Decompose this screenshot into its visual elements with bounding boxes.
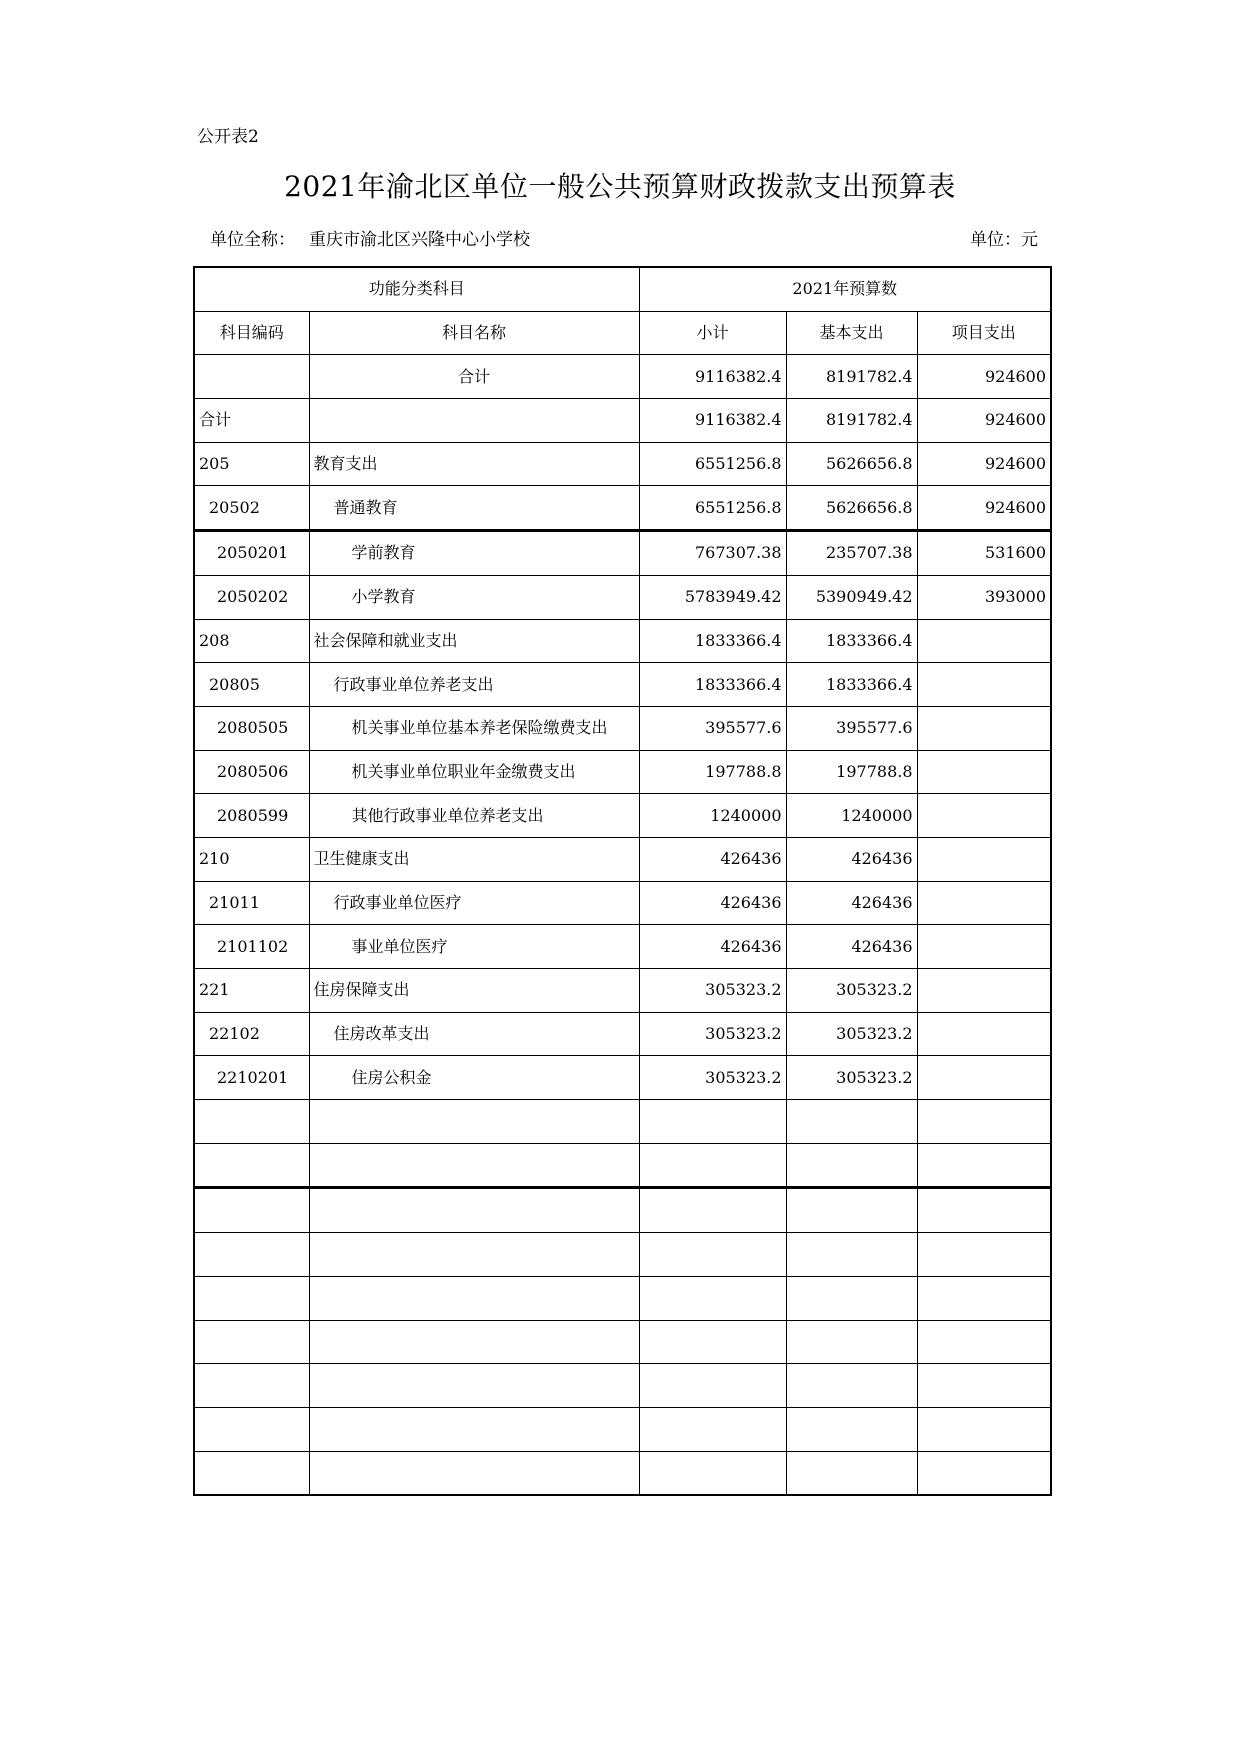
table-row <box>194 663 1051 707</box>
row-basic: 5626656.8 <box>786 486 917 531</box>
empty-cell <box>786 1364 917 1408</box>
empty-row <box>194 1276 1051 1320</box>
empty-cell <box>639 1407 786 1451</box>
row-basic: 235707.38 <box>786 531 917 576</box>
empty-cell <box>786 1233 917 1277</box>
empty-cell <box>639 1276 786 1320</box>
col-header-basic: 基本支出 <box>786 311 917 355</box>
empty-cell <box>194 1188 309 1233</box>
row-project <box>917 794 1051 838</box>
row-name: 其他行政事业单位养老支出 <box>309 794 639 838</box>
row-code: 2210201 <box>194 1056 309 1100</box>
row-project <box>917 750 1051 794</box>
empty-cell <box>786 1143 917 1188</box>
row-subtotal: 305323.2 <box>639 969 786 1013</box>
empty-row <box>194 1364 1051 1408</box>
row-project: 924600 <box>917 442 1051 486</box>
empty-cell <box>917 1451 1051 1495</box>
row-project <box>917 1012 1051 1056</box>
row-basic: 305323.2 <box>786 1012 917 1056</box>
empty-cell <box>786 1188 917 1233</box>
row-code: 21011 <box>194 881 309 925</box>
grand-total-project: 924600 <box>917 355 1051 399</box>
table-row <box>194 925 1051 969</box>
empty-row <box>194 1320 1051 1364</box>
col-header-subtotal: 小计 <box>639 311 786 355</box>
col-header-name: 科目名称 <box>309 311 639 355</box>
grand-total-row <box>194 355 1051 399</box>
grand-total-subtotal: 9116382.4 <box>639 355 786 399</box>
row-name: 机关事业单位职业年金缴费支出 <box>309 750 639 794</box>
empty-cell <box>917 1188 1051 1233</box>
table-row <box>194 881 1051 925</box>
row-basic: 426436 <box>786 925 917 969</box>
col-header-project: 项目支出 <box>917 311 1051 355</box>
row-subtotal: 5783949.42 <box>639 575 786 619</box>
row-name: 普通教育 <box>309 486 639 531</box>
row-project: 924600 <box>917 486 1051 531</box>
empty-cell <box>639 1188 786 1233</box>
row-project <box>917 837 1051 881</box>
row-code: 221 <box>194 969 309 1013</box>
table-row <box>194 531 1051 576</box>
empty-row <box>194 1188 1051 1233</box>
row-subtotal: 1833366.4 <box>639 663 786 707</box>
empty-cell <box>309 1143 639 1188</box>
row-name: 机关事业单位基本养老保险缴费支出 <box>309 706 639 750</box>
table-row <box>194 1012 1051 1056</box>
empty-cell <box>309 1407 639 1451</box>
empty-cell <box>786 1100 917 1144</box>
empty-row <box>194 1143 1051 1188</box>
currency-unit: 单位：元 <box>970 230 1038 250</box>
row-subtotal: 1833366.4 <box>639 619 786 663</box>
empty-cell <box>917 1276 1051 1320</box>
row-project <box>917 619 1051 663</box>
empty-cell <box>309 1320 639 1364</box>
row-code: 208 <box>194 619 309 663</box>
col-header-code: 科目编码 <box>194 311 309 355</box>
row-basic: 1240000 <box>786 794 917 838</box>
empty-cell <box>786 1407 917 1451</box>
row-project: 924600 <box>917 399 1051 443</box>
row-name: 住房保障支出 <box>309 969 639 1013</box>
row-basic: 395577.6 <box>786 706 917 750</box>
row-basic: 197788.8 <box>786 750 917 794</box>
table-row <box>194 442 1051 486</box>
row-subtotal: 6551256.8 <box>639 486 786 531</box>
empty-cell <box>194 1100 309 1144</box>
row-code: 210 <box>194 837 309 881</box>
empty-cell <box>639 1100 786 1144</box>
empty-cell <box>917 1100 1051 1144</box>
row-basic: 5626656.8 <box>786 442 917 486</box>
row-subtotal: 1240000 <box>639 794 786 838</box>
empty-cell <box>194 1320 309 1364</box>
empty-cell <box>639 1451 786 1495</box>
row-code: 合计 <box>194 399 309 443</box>
empty-cell <box>309 1188 639 1233</box>
row-subtotal: 305323.2 <box>639 1056 786 1100</box>
row-project <box>917 706 1051 750</box>
empty-cell <box>917 1233 1051 1277</box>
empty-cell <box>194 1143 309 1188</box>
table-row <box>194 969 1051 1013</box>
empty-cell <box>639 1233 786 1277</box>
row-name: 事业单位医疗 <box>309 925 639 969</box>
empty-cell <box>917 1143 1051 1188</box>
empty-cell <box>194 1233 309 1277</box>
row-name: 住房改革支出 <box>309 1012 639 1056</box>
row-code: 2050201 <box>194 531 309 576</box>
row-code: 2080506 <box>194 750 309 794</box>
row-name: 学前教育 <box>309 531 639 576</box>
table-row <box>194 619 1051 663</box>
row-subtotal: 426436 <box>639 881 786 925</box>
row-name: 小学教育 <box>309 575 639 619</box>
row-subtotal: 767307.38 <box>639 531 786 576</box>
empty-cell <box>917 1407 1051 1451</box>
empty-row <box>194 1407 1051 1451</box>
row-subtotal: 6551256.8 <box>639 442 786 486</box>
row-subtotal: 197788.8 <box>639 750 786 794</box>
row-code: 2050202 <box>194 575 309 619</box>
unit-name: 重庆市渝北区兴隆中心小学校 <box>309 230 530 250</box>
row-project: 393000 <box>917 575 1051 619</box>
row-code: 22102 <box>194 1012 309 1056</box>
empty-cell <box>194 1364 309 1408</box>
row-basic: 305323.2 <box>786 1056 917 1100</box>
table-row <box>194 486 1051 531</box>
table-row <box>194 575 1051 619</box>
empty-cell <box>309 1233 639 1277</box>
row-subtotal: 395577.6 <box>639 706 786 750</box>
empty-cell <box>309 1451 639 1495</box>
row-project <box>917 925 1051 969</box>
row-code: 20805 <box>194 663 309 707</box>
row-code: 2080599 <box>194 794 309 838</box>
row-name: 行政事业单位养老支出 <box>309 663 639 707</box>
empty-cell <box>786 1451 917 1495</box>
empty-row <box>194 1451 1051 1495</box>
row-name: 社会保障和就业支出 <box>309 619 639 663</box>
row-basic: 305323.2 <box>786 969 917 1013</box>
empty-cell <box>194 1276 309 1320</box>
row-subtotal: 426436 <box>639 837 786 881</box>
empty-cell <box>194 1407 309 1451</box>
table-row <box>194 794 1051 838</box>
group-header-row <box>194 267 1051 311</box>
grand-total-code <box>194 355 309 399</box>
table-row <box>194 399 1051 443</box>
row-project <box>917 1056 1051 1100</box>
empty-cell <box>639 1143 786 1188</box>
row-name <box>309 399 639 443</box>
row-code: 20502 <box>194 486 309 531</box>
empty-cell <box>309 1364 639 1408</box>
row-code: 2080505 <box>194 706 309 750</box>
unit-line <box>210 225 530 250</box>
table-row <box>194 750 1051 794</box>
row-project: 531600 <box>917 531 1051 576</box>
empty-row <box>194 1100 1051 1144</box>
row-project <box>917 881 1051 925</box>
row-basic: 1833366.4 <box>786 619 917 663</box>
column-header-row <box>194 311 1051 355</box>
row-project <box>917 663 1051 707</box>
row-project <box>917 969 1051 1013</box>
group-header-budget: 2021年预算数 <box>639 267 1051 311</box>
empty-cell <box>786 1276 917 1320</box>
row-basic: 5390949.42 <box>786 575 917 619</box>
empty-cell <box>309 1100 639 1144</box>
row-code: 2101102 <box>194 925 309 969</box>
group-header-functional: 功能分类科目 <box>194 267 639 311</box>
row-code: 205 <box>194 442 309 486</box>
row-name: 住房公积金 <box>309 1056 639 1100</box>
form-label: 公开表2 <box>197 127 259 147</box>
empty-cell <box>639 1364 786 1408</box>
empty-cell <box>786 1320 917 1364</box>
row-subtotal: 9116382.4 <box>639 399 786 443</box>
row-basic: 1833366.4 <box>786 663 917 707</box>
row-name: 教育支出 <box>309 442 639 486</box>
table-row <box>194 1056 1051 1100</box>
row-basic: 426436 <box>786 837 917 881</box>
empty-cell <box>917 1320 1051 1364</box>
row-basic: 426436 <box>786 881 917 925</box>
empty-row <box>194 1233 1051 1277</box>
empty-cell <box>917 1364 1051 1408</box>
grand-total-basic: 8191782.4 <box>786 355 917 399</box>
empty-cell <box>194 1451 309 1495</box>
empty-cell <box>309 1276 639 1320</box>
table-row <box>194 706 1051 750</box>
row-basic: 8191782.4 <box>786 399 917 443</box>
row-subtotal: 426436 <box>639 925 786 969</box>
document-title: 2021年渝北区单位一般公共预算财政拨款支出预算表 <box>284 170 956 203</box>
unit-label: 单位全称： <box>210 230 295 250</box>
row-name: 行政事业单位医疗 <box>309 881 639 925</box>
grand-total-label: 合计 <box>309 355 639 399</box>
table-row <box>194 837 1051 881</box>
empty-cell <box>639 1320 786 1364</box>
budget-table <box>193 266 1052 1496</box>
row-name: 卫生健康支出 <box>309 837 639 881</box>
row-subtotal: 305323.2 <box>639 1012 786 1056</box>
